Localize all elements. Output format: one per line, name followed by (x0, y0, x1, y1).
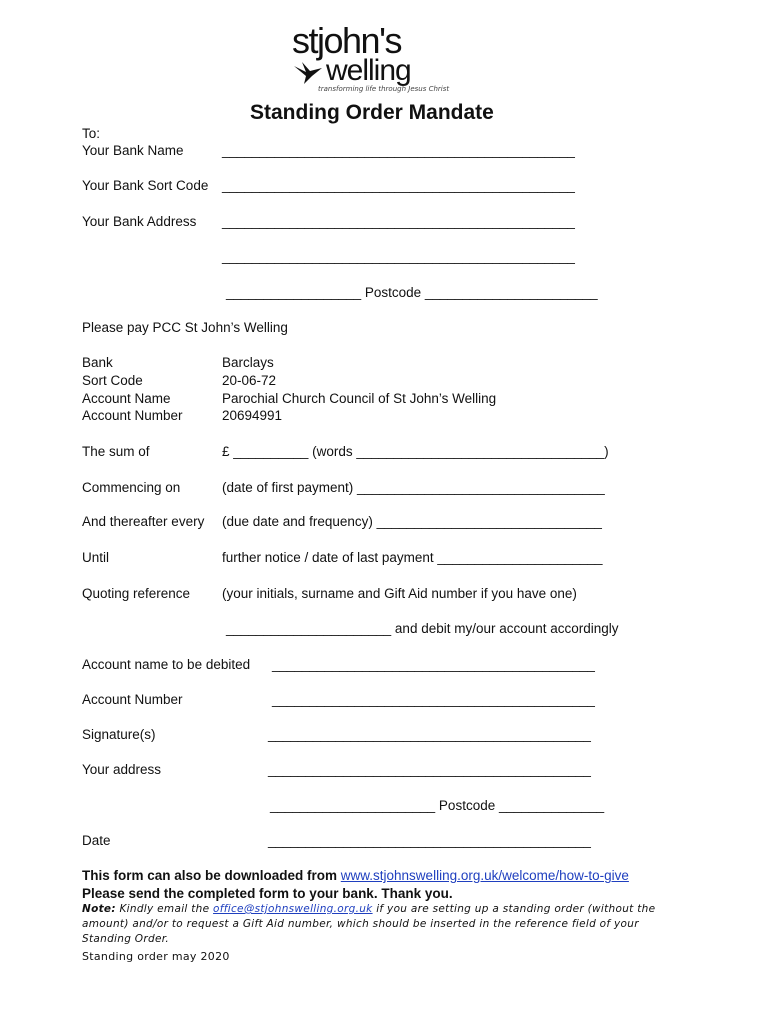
bank-address-label: Your Bank Address (82, 214, 197, 229)
page-title: Standing Order Mandate (250, 101, 494, 124)
payee-sort-code-label: Sort Code (82, 373, 143, 388)
until-label: Until (82, 550, 110, 565)
payee-account-name-label: Account Name (82, 391, 171, 406)
send-instruction: Please send the completed form to your bank. Thank you. (82, 886, 453, 901)
sort-code-label: Your Bank Sort Code (82, 178, 209, 193)
signature-label: Signature(s) (82, 727, 156, 742)
download-text: This form can also be downloaded from (82, 868, 341, 883)
thereafter-field[interactable]: (due date and frequency) ______________________________ (222, 514, 602, 529)
pay-instruction: Please pay PCC St John’s Welling (82, 320, 288, 335)
bank-address-field-2[interactable]: _______________________________________________ (222, 249, 575, 264)
bank-name-label: Your Bank Name (82, 143, 184, 158)
date-field[interactable]: ___________________________________________ (268, 833, 591, 848)
bank-postcode-field[interactable]: __________________ Postcode _______________________ (226, 285, 598, 300)
account-name-label: Account name to be debited (82, 657, 251, 672)
reference-field[interactable]: ______________________ and debit my/our account accordingly (226, 621, 619, 636)
church-logo (286, 20, 450, 96)
your-address-label: Your address (82, 762, 162, 777)
to-label: To: (82, 126, 101, 141)
bank-name-field[interactable]: _______________________________________________ (222, 143, 575, 158)
quoting-label: Quoting reference (82, 586, 191, 601)
download-link[interactable]: www.stjohnswelling.org.uk/welcome/how-to-give (340, 868, 629, 883)
account-number-field[interactable]: ___________________________________________ (272, 692, 595, 707)
your-address-field[interactable]: ___________________________________________ (268, 762, 591, 777)
quoting-instruction: (your initials, surname and Gift Aid number if you have one) (222, 586, 577, 601)
note-paragraph (82, 902, 672, 947)
note-text-2: if you are setting up a standing order (without the amount) and/or to request a Gift Aid number, which should be inserted in the reference field of your Standing Order. (82, 903, 656, 945)
email-link[interactable]: office@stjohnswelling.org.uk (213, 903, 373, 915)
sum-field[interactable]: £ __________ (words _________________________________) (222, 444, 609, 459)
thereafter-label: And thereafter every (82, 514, 205, 529)
commencing-label: Commencing on (82, 480, 181, 495)
signature-field[interactable]: ___________________________________________ (268, 727, 591, 742)
footer-version: Standing order may 2020 (82, 950, 230, 963)
commencing-field[interactable]: (date of first payment) _________________________________ (222, 480, 605, 495)
payee-account-number-label: Account Number (82, 408, 183, 423)
payee-bank-value: Barclays (222, 355, 274, 370)
bank-address-field-1[interactable]: _______________________________________________ (222, 214, 575, 229)
payee-sort-code-value: 20-06-72 (222, 373, 277, 388)
your-postcode-field[interactable]: ______________________ Postcode ______________ (270, 798, 605, 813)
date-label: Date (82, 833, 111, 848)
until-field[interactable]: further notice / date of last payment ______________________ (222, 550, 603, 565)
sort-code-field[interactable]: _______________________________________________ (222, 178, 575, 193)
download-notice (82, 868, 629, 883)
note-text-1: Kindly email the (115, 903, 214, 915)
payee-account-name-value: Parochial Church Council of St John’s Welling (222, 391, 497, 406)
sum-label: The sum of (82, 444, 150, 459)
account-name-field[interactable]: ___________________________________________ (272, 657, 595, 672)
account-number-label: Account Number (82, 692, 183, 707)
logo-name-bottom: welling (326, 54, 411, 87)
note-prefix: Note: (82, 903, 116, 915)
payee-account-number-value: 20694991 (222, 408, 283, 423)
logo-name-top: stjohn's (292, 20, 401, 61)
payee-bank-label: Bank (82, 355, 113, 370)
dove-icon (292, 58, 324, 86)
logo-tagline: transforming life through Jesus Christ (318, 85, 450, 93)
